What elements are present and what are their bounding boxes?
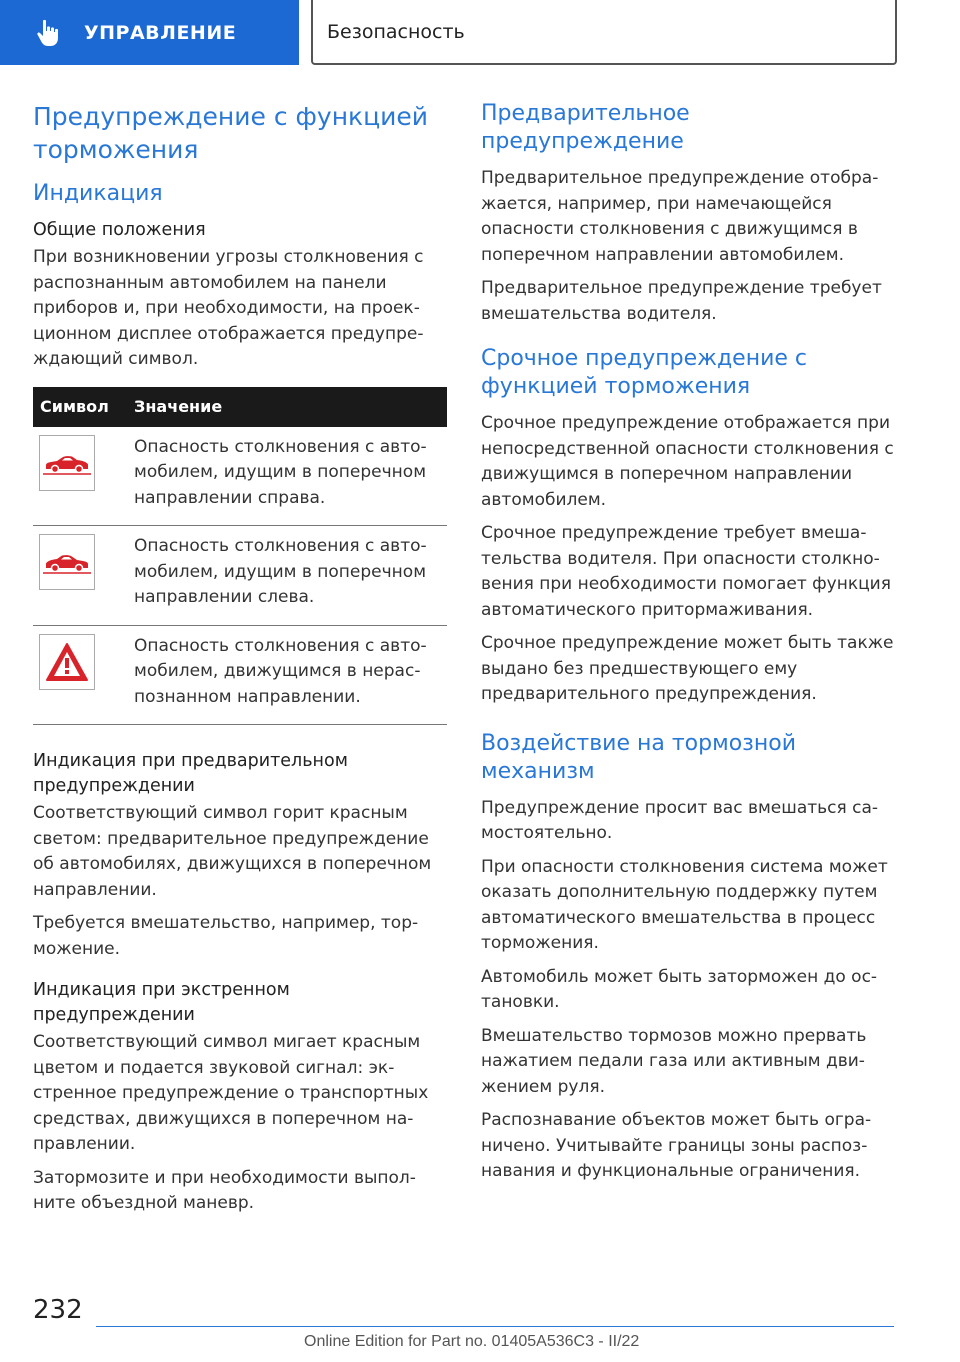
urgent-warning-text-2: Срочное предупреждение требует вмешательства водителя. При опасности столкновения при необходимости помогает функция автоматического притормаживания. (481, 523, 891, 620)
table-header-meaning: Значение (134, 387, 447, 427)
emergency-indication-heading: Индикация при экстренном предупреждении (33, 980, 290, 1025)
row-text: Опасность столкновения с автомобилем, идущим в поперечном направлении слева. (134, 526, 447, 626)
brake-text-3: Автомобиль может быть заторможен до остановки. (481, 966, 878, 1012)
footer-divider (96, 1326, 894, 1327)
symbol-table (33, 387, 447, 726)
right-column (481, 100, 896, 1193)
page-number: 232 (33, 1295, 83, 1325)
warning-triangle-icon (44, 641, 90, 683)
emergency-indication-text: Соответствующий символ мигает красным цветом и подается звуковой сигнал: экстренное предупреждение о транспортных средствах, движущихся в поперечном направлении. (33, 1032, 429, 1154)
brake-text-2: При опасности столкновения система может оказать дополнительную поддержку путем автоматического вмешательства в процесс торможения. (481, 856, 888, 953)
car-left-warning-icon (42, 547, 92, 577)
subsection-title: Безопасность (327, 20, 465, 43)
pre-indication-heading: Индикация при предварительном предупреждении (33, 751, 348, 796)
car-right-warning-icon (42, 448, 92, 478)
brake-heading: Воздействие на тормозной механизм (481, 730, 796, 784)
table-header-symbol: Символ (33, 387, 134, 427)
general-heading: Общие положения (33, 220, 206, 240)
table-row (33, 625, 447, 725)
emergency-indication-text-2: Затормозите и при необходимости выполните объездной маневр. (33, 1167, 416, 1213)
row-text: Опасность столкновения с автомобилем, движущимся в нераспознанном направлении. (134, 625, 447, 725)
row-text: Опасность столкновения с автомобилем, идущим в поперечном направлении справа. (134, 427, 447, 526)
pre-warning-text-2: Предварительное предупреждение требует вмешательства водителя. (481, 278, 882, 324)
hand-pointer-icon (34, 18, 64, 48)
pre-indication-text-2: Требуется вмешательство, например, торможение. (33, 913, 419, 959)
subsection-tab[interactable] (311, 0, 897, 65)
page-title: Предупреждение с функцией торможения (33, 102, 429, 164)
pre-warning-text: Предварительное предупреждение отображается, например, при намечающейся опасности столкновения с движущимся в поперечном направлении автомобилем. (481, 168, 879, 265)
table-row (33, 526, 447, 626)
urgent-warning-heading: Срочное предупреждение с функцией торможения (481, 346, 808, 399)
brake-text-5: Распознавание объектов может быть ограничено. Учитывайте границы зоны распознавания и функциональные ограничения. (481, 1110, 872, 1181)
left-column (33, 100, 447, 1225)
urgent-warning-text: Срочное предупреждение отображается при непосредственной опасности столкновения с движущимся в поперечном направлении автомобилем. (481, 413, 894, 510)
pre-indication-text: Соответствующий символ горит красным светом: предварительное предупреждение об автомобилях, движущихся в поперечном направлении. (33, 803, 432, 900)
footer-edition: Online Edition for Part no. 01405A536C3 - II/22 (304, 1333, 640, 1350)
section-tab[interactable] (0, 0, 299, 65)
indication-heading: Индикация (33, 181, 163, 206)
brake-text: Предупреждение просит вас вмешаться самостоятельно. (481, 797, 879, 843)
symbol-table-header (33, 387, 447, 427)
section-title: УПРАВЛЕНИЕ (84, 21, 237, 44)
general-text: При возникновении угрозы столкновения с распознанным автомобилем на панели приборов и, при необходимости, на проекционном дисплее отображается предупреждающий символ. (33, 247, 424, 369)
brake-text-4: Вмешательство тормозов можно прервать нажатием педали газа или активным движением руля. (481, 1025, 867, 1097)
table-row (33, 427, 447, 526)
urgent-warning-text-3: Срочное предупреждение может быть также выдано без предшествующего ему предварительного предупреждения. (481, 633, 894, 704)
pre-warning-heading: Предварительное предупреждение (481, 101, 690, 154)
